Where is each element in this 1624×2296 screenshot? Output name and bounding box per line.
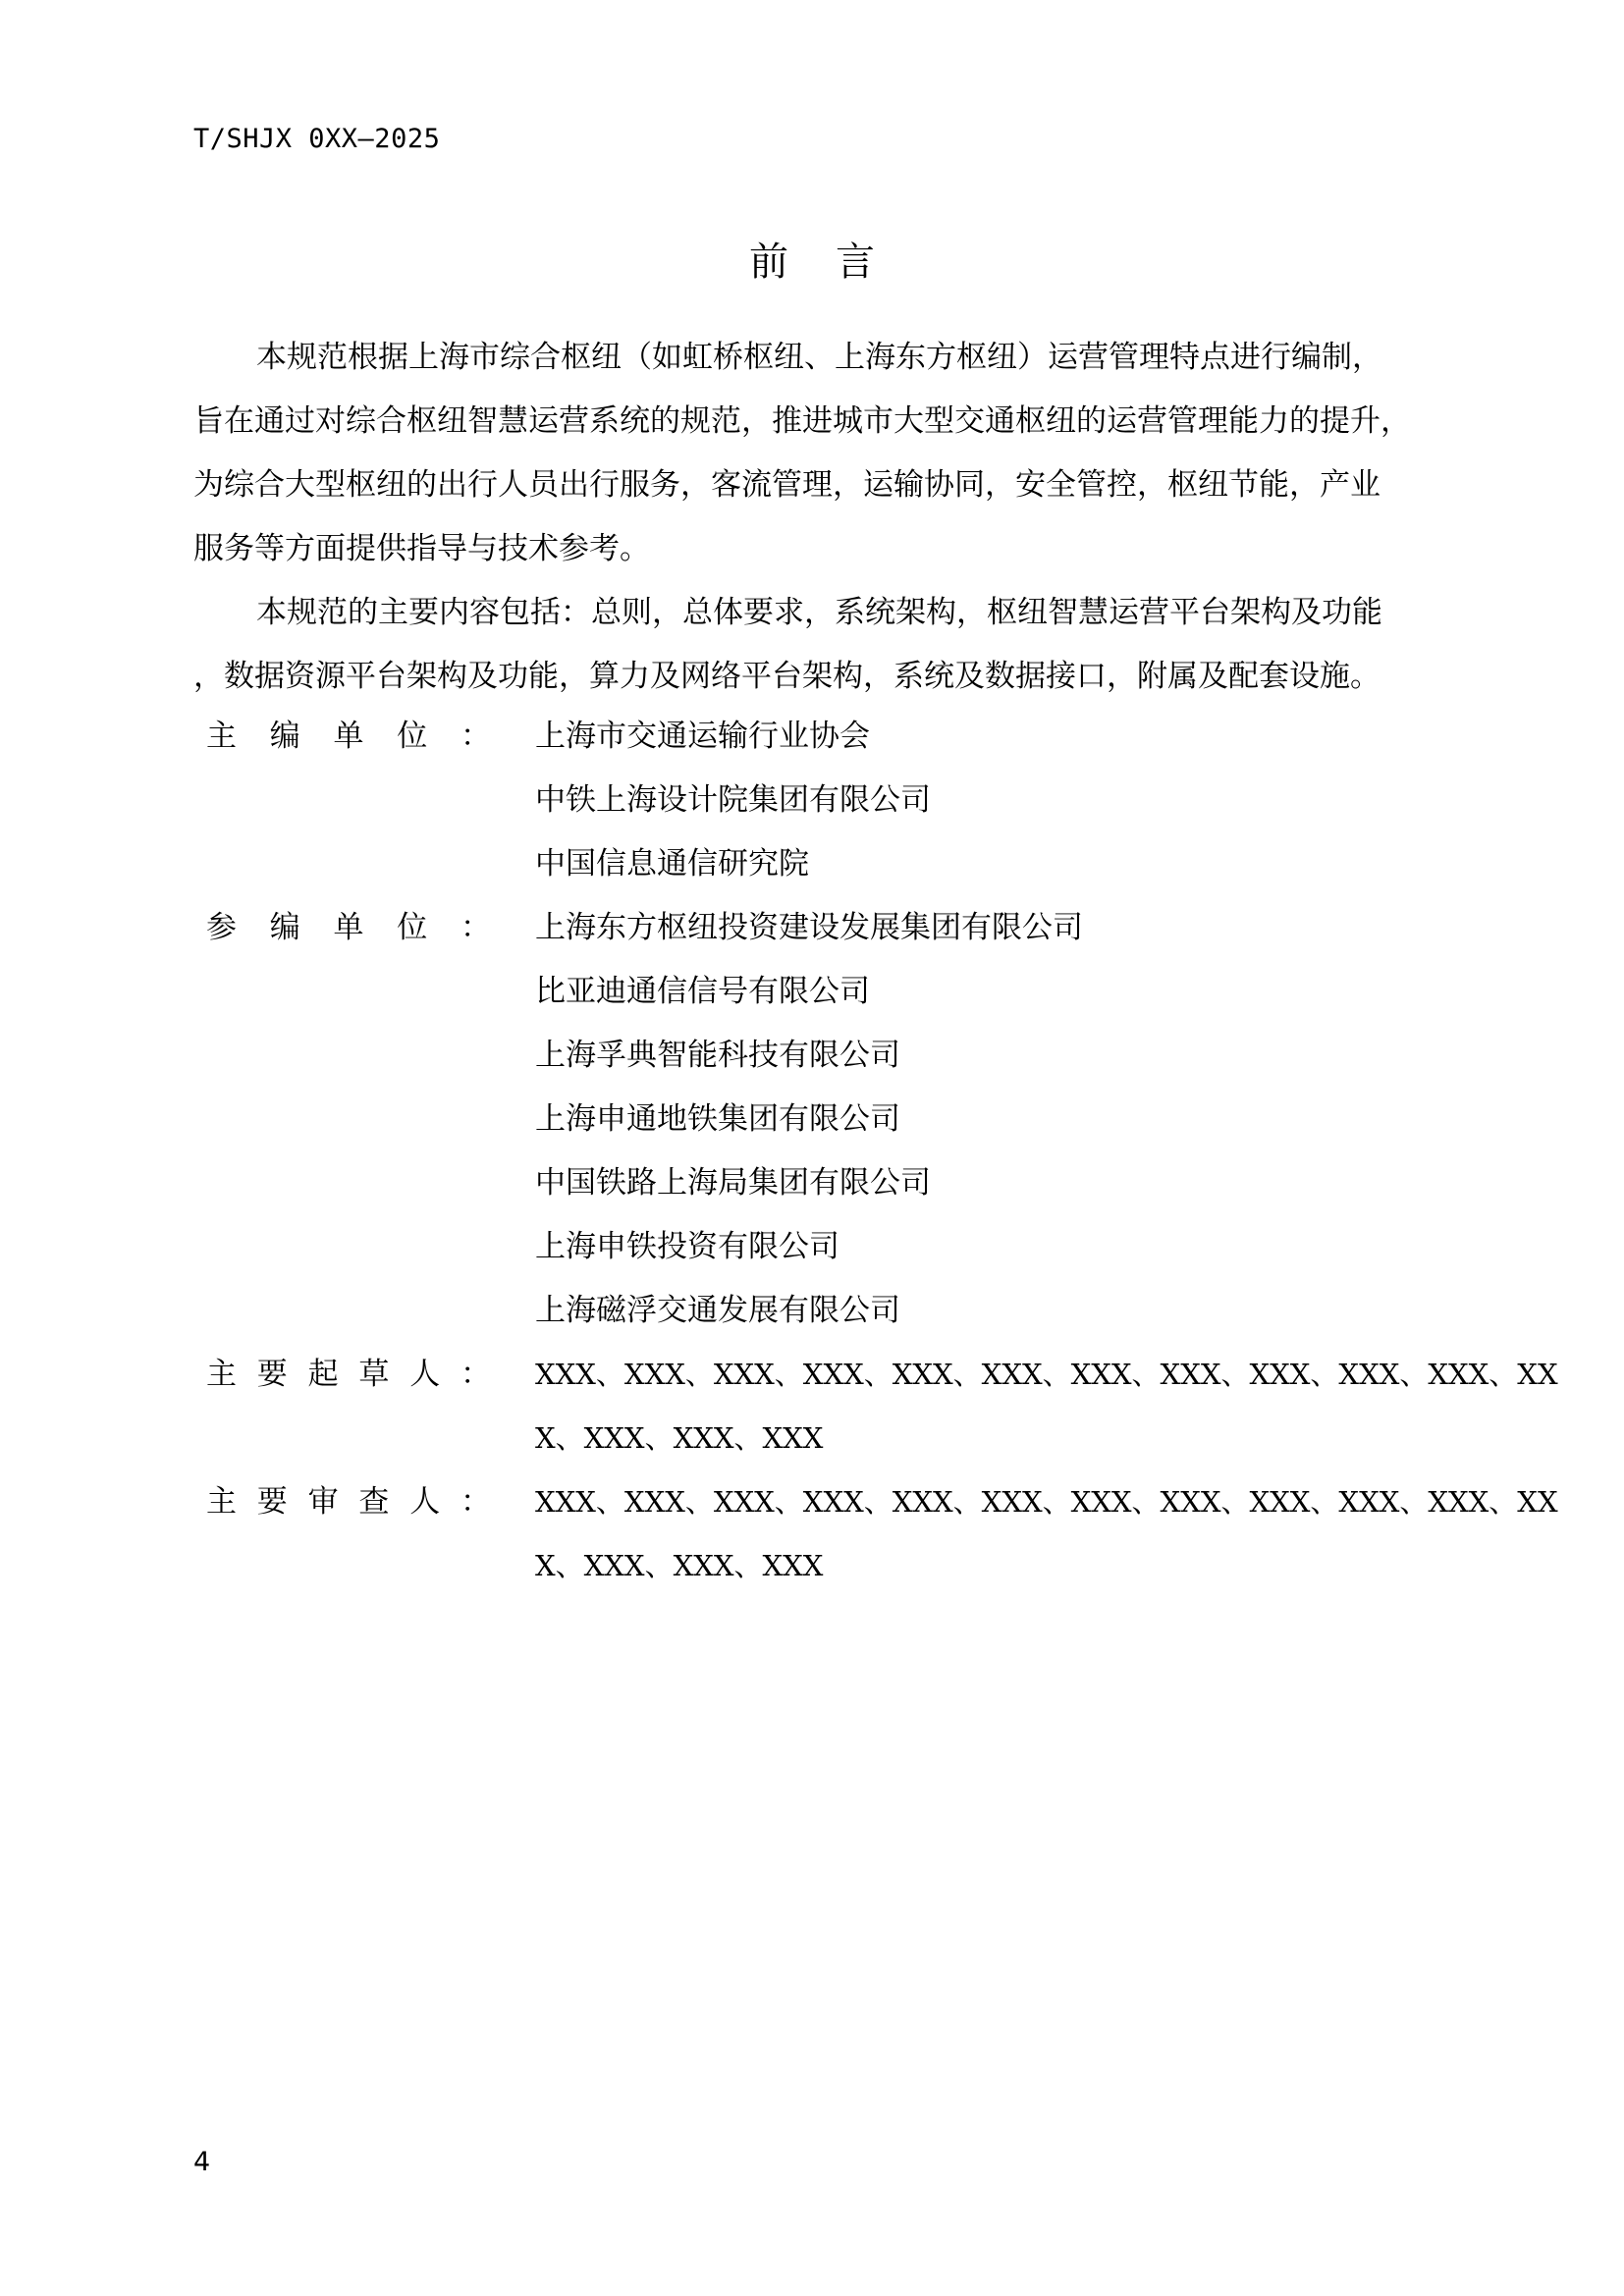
names-line: X、XXX、XXX、XXX [535,1421,824,1455]
label-char: 编 [269,910,300,945]
chief-units-values [535,705,1473,896]
label-char: 草 [358,1357,390,1392]
label-char: 位 [397,719,428,754]
unit-name: 上海市交通运输行业协会 [535,719,870,754]
participating-units-values [535,896,1473,1343]
chief-units-row [206,705,1473,896]
paragraph-contents [193,581,1460,709]
label-char: ： [460,1484,491,1520]
label-char: ： [460,719,491,754]
paragraph-line: 本规范根据上海市综合枢纽（如虹桥枢纽、上海东方枢纽）运营管理特点进行编制， [256,340,1382,375]
label-char: 主 [206,1484,237,1520]
paragraph-line: 本规范的主要内容包括：总则，总体要求，系统架构，枢纽智慧运营平台架构及功能 [256,595,1382,630]
names-line: X、XXX、XXX、XXX [535,1549,824,1582]
unit-name: 上海磁浮交通发展有限公司 [535,1293,900,1328]
page-title: 前言 [749,240,922,285]
label-char: 人 [409,1357,441,1392]
label-char: 主 [206,1357,237,1392]
label-char: 单 [333,719,364,754]
paragraph-line: 旨在通过对综合枢纽智慧运营系统的规范，推进城市大型交通枢纽的运营管理能力的提升， [193,403,1411,439]
paragraph-intro [193,326,1460,581]
drafters-row [206,1343,1558,1470]
paragraph-line: ，数据资源平台架构及功能，算力及网络平台架构，系统及数据接口，附属及配套设施。 [193,659,1380,694]
drafters-names [535,1343,1558,1470]
unit-name: 中国铁路上海局集团有限公司 [535,1165,931,1201]
names-line: XXX、XXX、XXX、XXX、XXX、XXX、XXX、XXX、XXX、XXX、XXX、XX [535,1485,1558,1519]
drafters-label [206,1343,491,1407]
label-char: 主 [206,719,237,754]
label-char: 参 [206,910,237,945]
reviewers-label [206,1470,491,1534]
reviewers-names [535,1470,1558,1598]
label-char: ： [460,910,491,945]
label-char: 单 [333,910,364,945]
unit-name: 上海申铁投资有限公司 [535,1229,839,1264]
unit-name: 中铁上海设计院集团有限公司 [535,782,931,818]
names-line: XXX、XXX、XXX、XXX、XXX、XXX、XXX、XXX、XXX、XXX、XXX、XX [535,1358,1558,1391]
participating-units-row [206,896,1473,1343]
label-char: 审 [307,1484,339,1520]
label-char: 要 [256,1484,288,1520]
reviewers-row [206,1470,1558,1598]
document-code: T/SHJX 0XX—2025 [193,124,441,154]
label-char: 位 [397,910,428,945]
unit-name: 上海申通地铁集团有限公司 [535,1101,900,1137]
page-number: 4 [193,2147,211,2177]
unit-name: 上海孚典智能科技有限公司 [535,1038,900,1073]
label-char: ： [460,1357,491,1392]
contributors-list [206,705,1558,1598]
label-char: 查 [358,1484,390,1520]
chief-units-label [206,705,491,769]
label-char: 要 [256,1357,288,1392]
paragraph-line: 服务等方面提供指导与技术参考。 [193,531,650,566]
label-char: 人 [409,1484,441,1520]
label-char: 起 [307,1357,339,1392]
paragraph-line: 为综合大型枢纽的出行人员出行服务，客流管理，运输协同，安全管控，枢纽节能，产业 [193,467,1380,503]
unit-name: 比亚迪通信信号有限公司 [535,974,870,1009]
unit-name: 上海东方枢纽投资建设发展集团有限公司 [535,910,1083,945]
label-char: 编 [269,719,300,754]
unit-name: 中国信息通信研究院 [535,846,809,881]
participating-units-label [206,896,491,960]
